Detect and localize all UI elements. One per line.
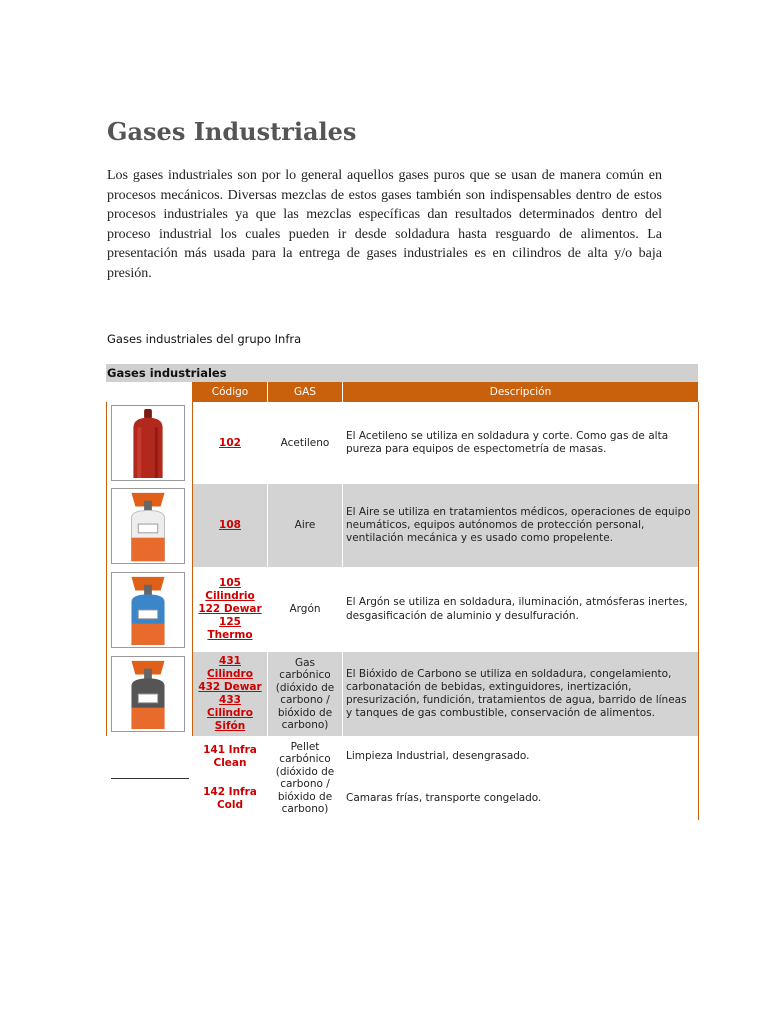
page-title: Gases Industriales: [107, 117, 357, 146]
description-cell: Camaras frías, transporte congelado.: [343, 778, 699, 820]
cylinder-image-cell: [107, 484, 193, 567]
header-image: [107, 382, 193, 402]
gas-cell: Argón: [268, 567, 343, 652]
product-code-link[interactable]: 433 Cilindro Sifón: [207, 694, 253, 732]
gases-table: [106, 364, 698, 820]
code-cell: [193, 778, 268, 820]
header-gas: GAS: [268, 382, 343, 402]
table-row: [107, 652, 699, 736]
table-caption: Gases industriales: [106, 364, 698, 382]
product-code-link[interactable]: 431 Cilindro: [207, 655, 253, 680]
table-row: [107, 736, 699, 778]
code-cell: [193, 402, 268, 484]
table-row: [107, 778, 699, 820]
header-code: Código: [193, 382, 268, 402]
product-code: 141 Infra Clean: [203, 744, 257, 769]
air-cylinder-icon: [111, 488, 185, 564]
table-row: [107, 402, 699, 484]
product-code-link[interactable]: 108: [219, 519, 241, 531]
product-code-link[interactable]: 432 Dewar: [198, 681, 262, 693]
cylinder-image-cell: [107, 402, 193, 484]
product-code-link[interactable]: 122 Dewar: [198, 603, 262, 615]
gas-cell: Aire: [268, 484, 343, 567]
description-cell: El Aire se utiliza en tratamientos médicos, operaciones de equipo neumáticos, equipos autónomos de protección personal, ventilación mecánica y es usado como propelente.: [343, 484, 699, 567]
gas-cell: Acetileno: [268, 402, 343, 484]
description-cell: El Bióxido de Carbono se utiliza en soldadura, congelamiento, carbonatación de bebidas, extinguidores, inertización, presurización, fundición, tratamientos de agua, barrido de líneas y tanques de gas combustible, conservación de alimentos.: [343, 652, 699, 736]
table-row: [107, 484, 699, 567]
product-code-link[interactable]: 105 Cilindrio: [205, 577, 255, 602]
cylinder-image-cell: [107, 567, 193, 652]
code-cell: [193, 736, 268, 778]
product-code-link[interactable]: 125 Thermo: [207, 616, 253, 641]
description-cell: El Argón se utiliza en soldadura, iluminación, atmósferas inertes, desgasificación de aluminio y desulfuración.: [343, 567, 699, 652]
divider-cell: [107, 736, 193, 820]
code-cell: [193, 567, 268, 652]
argon-cylinder-icon: [111, 572, 185, 648]
description-cell: Limpieza Industrial, desengrasado.: [343, 736, 699, 778]
cylinder-image-cell: [107, 652, 193, 736]
gas-cell: Pellet carbónico (dióxido de carbono / bióxido de carbono): [268, 736, 343, 820]
product-code: 142 Infra Cold: [203, 786, 257, 811]
section-subtitle: Gases industriales del grupo Infra: [107, 332, 302, 346]
code-cell: [193, 484, 268, 567]
header-description: Descripción: [343, 382, 699, 402]
product-code-link[interactable]: 102: [219, 436, 241, 449]
intro-paragraph: Los gases industriales son por lo general aquellos gases puros que se usan de manera común en procesos mecánicos. Diversas mezclas de estos gases también son indispensables dentro de estos procesos industriales ya que las mezclas específicas dan resultados determinados dentro del proceso industrial los cuales pueden ir desde soldadura hasta resguardo de alimentos. La presentación más usada para la entrega de gases industriales es en cilindros de alta y/o baja presión.: [107, 168, 662, 281]
description-cell: El Acetileno se utiliza en soldadura y corte. Como gas de alta pureza para equipos de espectometría de masas.: [343, 402, 699, 484]
code-cell: [193, 652, 268, 736]
co2-cylinder-icon: [111, 656, 185, 732]
table-row: [107, 567, 699, 652]
divider-line: [111, 778, 189, 779]
gas-cell: Gas carbónico (dióxido de carbono / bióxido de carbono): [268, 652, 343, 736]
acetylene-cylinder-icon: [111, 405, 185, 481]
